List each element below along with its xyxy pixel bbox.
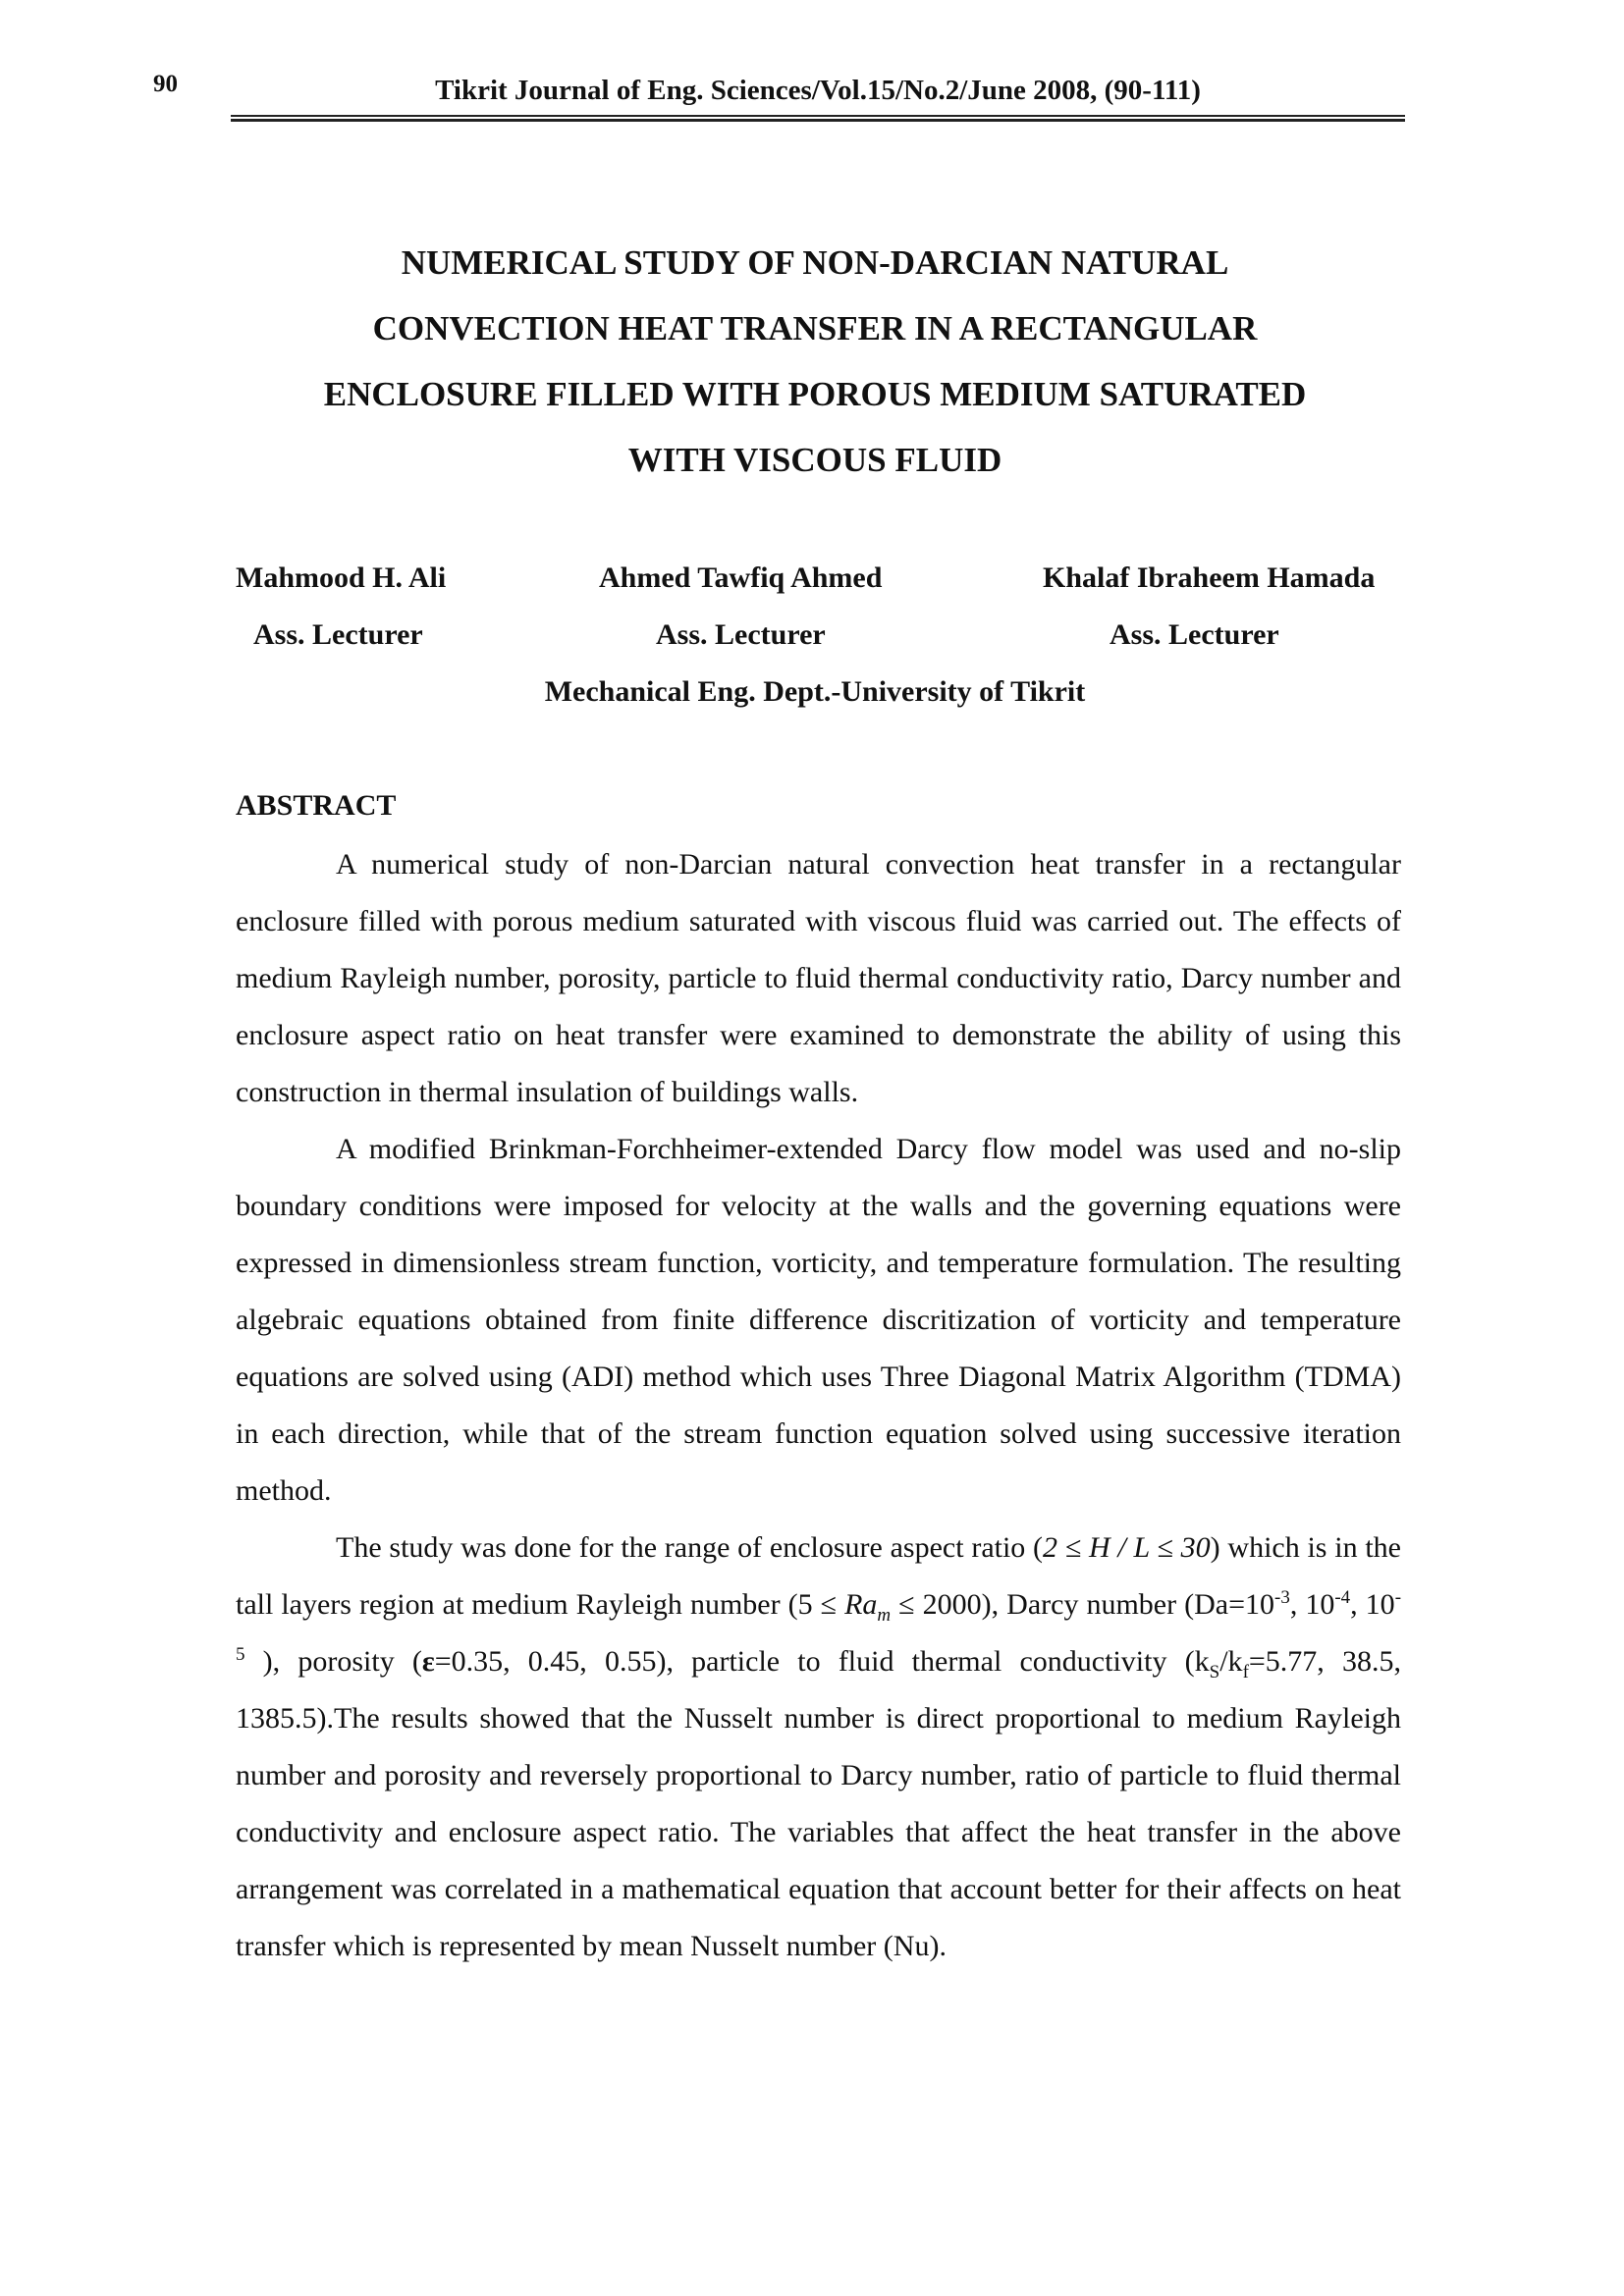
- exponent: -3: [1274, 1587, 1290, 1608]
- affiliation: Mechanical Eng. Dept.-University of Tikrit: [544, 675, 1086, 708]
- text-run: 5 ≤: [797, 1588, 845, 1621]
- header-rule: [231, 115, 1405, 122]
- epsilon-symbol: ε: [421, 1645, 435, 1678]
- author-name-2: Ahmed Tawfiq Ahmed: [599, 561, 883, 594]
- text-run: , 10: [1289, 1588, 1335, 1621]
- author-position-1: Ass. Lecturer: [253, 618, 423, 651]
- abstract-heading: ABSTRACT: [236, 789, 397, 822]
- abstract-paragraph: [236, 1520, 1401, 1975]
- text-run: =0.35, 0.45, 0.55), particle to fluid thermal conductivity (k: [434, 1645, 1210, 1678]
- text-run: ), porosity (: [244, 1645, 422, 1678]
- rayleigh-symbol: Ra: [844, 1588, 878, 1621]
- exponent: -4: [1334, 1587, 1351, 1608]
- title-line: ENCLOSURE FILLED WITH POROUS MEDIUM SATURATED: [323, 375, 1307, 413]
- author-name-1: Mahmood H. Ali: [236, 561, 447, 594]
- text-run: =5.77, 38.5, 1385.5).The results showed that the Nusselt number is direct proportional to medium Rayleigh number and porosity and reversely proportional to Darcy number, ratio of particle to fluid thermal conductivity and enclosure aspect ratio. The variables that affect the heat transfer in the above arrangement was correlated in a mathematical equation that account better for their affects on heat transfer which is represented by mean Nusselt number (Nu).: [236, 1645, 1401, 1962]
- text-run: ), Darcy number (Da=10: [981, 1588, 1274, 1621]
- author-name-3: Khalaf Ibraheem Hamada: [1043, 561, 1376, 594]
- subscript: f: [1242, 1662, 1249, 1682]
- rayleigh-expression: [797, 1588, 982, 1626]
- text-run: /k: [1219, 1645, 1243, 1678]
- author-position-2: Ass. Lecturer: [656, 618, 826, 651]
- text-run: ) which is in the tall layers region at medium Rayleigh number (: [236, 1531, 1401, 1621]
- running-header: Tikrit Journal of Eng. Sciences/Vol.15/No.2/June 2008, (90-111): [435, 75, 1201, 106]
- rayleigh-subscript: m: [877, 1605, 892, 1626]
- exponent: -5: [236, 1587, 1402, 1665]
- text-run: ≤ 2000: [891, 1588, 982, 1621]
- page-number: 90: [153, 71, 178, 97]
- abstract-paragraph: A modified Brinkman-Forchheimer-extended Darcy flow model was used and no-slip boundary conditions were imposed for velocity at the walls and the governing equations were expressed in dimensionless stream function, vorticity, and temperature formulation. The resulting algebraic equations obtained from finite difference discritization of vorticity and temperature equations are solved using (ADI) method which uses Three Diagonal Matrix Algorithm (TDMA) in each direction, while that of the stream function equation solved using successive iteration method.: [236, 1133, 1401, 1507]
- text-run: , 10: [1350, 1588, 1395, 1621]
- title-line: CONVECTION HEAT TRANSFER IN A RECTANGULAR: [372, 309, 1258, 347]
- title-line: WITH VISCOUS FLUID: [627, 441, 1002, 479]
- subscript: S: [1209, 1662, 1220, 1682]
- text-run: The study was done for the range of enclosure aspect ratio (: [336, 1531, 1044, 1564]
- abstract-body: [236, 836, 1401, 1975]
- abstract-paragraph: A numerical study of non-Darcian natural convection heat transfer in a rectangular enclosure filled with porous medium saturated with viscous fluid was carried out. The effects of medium Rayleigh number, porosity, particle to fluid thermal conductivity ratio, Darcy number and enclosure aspect ratio on heat transfer were examined to demonstrate the ability of using this construction in thermal insulation of buildings walls.: [236, 848, 1401, 1108]
- aspect-ratio-expression: 2 ≤ H / L ≤ 30: [1043, 1531, 1211, 1564]
- title-line: NUMERICAL STUDY OF NON-DARCIAN NATURAL: [401, 243, 1229, 282]
- author-position-3: Ass. Lecturer: [1110, 618, 1279, 651]
- paper-title: [236, 230, 1394, 493]
